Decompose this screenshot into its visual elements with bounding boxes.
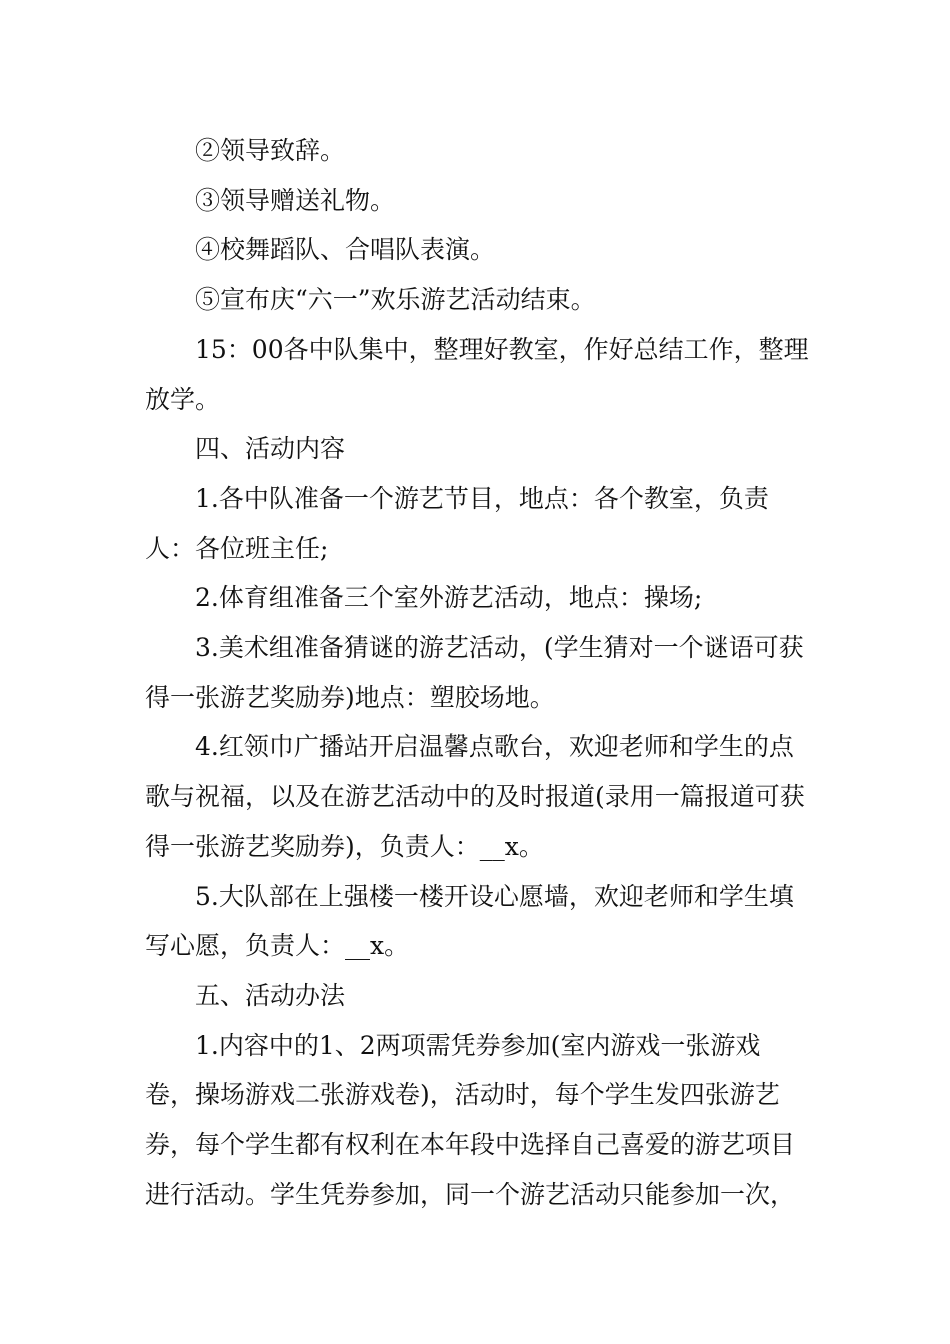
paragraph-performance: ④校舞蹈队、合唱队表演。 bbox=[195, 235, 496, 265]
paragraph-speech: ②领导致辞。 bbox=[195, 136, 346, 165]
paragraph-method-1: 1.内容中的1、2两项需凭券参加(室内游戏一张游戏卷，操场游戏二张游戏卷)，活动时，每个学生发四张游艺券，每个学生都有权利在本年段中选择自己喜爱的游艺项目进行活动。学生凭券参加，同一个游艺活动只能参加一次， bbox=[145, 1030, 796, 1209]
paragraph-content-4: 4.红领巾广播站开启温馨点歌台，欢迎老师和学生的点歌与祝福，以及在游艺活动中的及时报道(录用一篇报道可获得一张游艺奖励券)，负责人：__x。 bbox=[145, 732, 805, 861]
paragraph-dismissal: 15：00各中队集中，整理好教室，作好总结工作，整理放学。 bbox=[145, 334, 809, 414]
section-heading-method: 五、活动办法 bbox=[195, 980, 346, 1010]
paragraph-content-5: 5.大队部在上强楼一楼开设心愿墙，欢迎老师和学生填写心愿，负责人：__x。 bbox=[145, 881, 794, 961]
section-heading-content: 四、活动内容 bbox=[195, 434, 346, 464]
paragraph-closing: ⑤宣布庆“六一”欢乐游艺活动结束。 bbox=[195, 285, 596, 315]
paragraph-content-2: 2.体育组准备三个室外游艺活动，地点：操场; bbox=[195, 583, 703, 613]
document-body bbox=[145, 126, 810, 1219]
paragraph-content-1: 1.各中队准备一个游艺节目，地点：各个教室，负责人：各位班主任; bbox=[145, 483, 769, 563]
paragraph-gift: ③领导赠送礼物。 bbox=[195, 185, 396, 215]
paragraph-content-3: 3.美术组准备猜谜的游艺活动，(学生猜对一个谜语可获得一张游艺奖励券)地点：塑胶场地。 bbox=[145, 633, 804, 712]
